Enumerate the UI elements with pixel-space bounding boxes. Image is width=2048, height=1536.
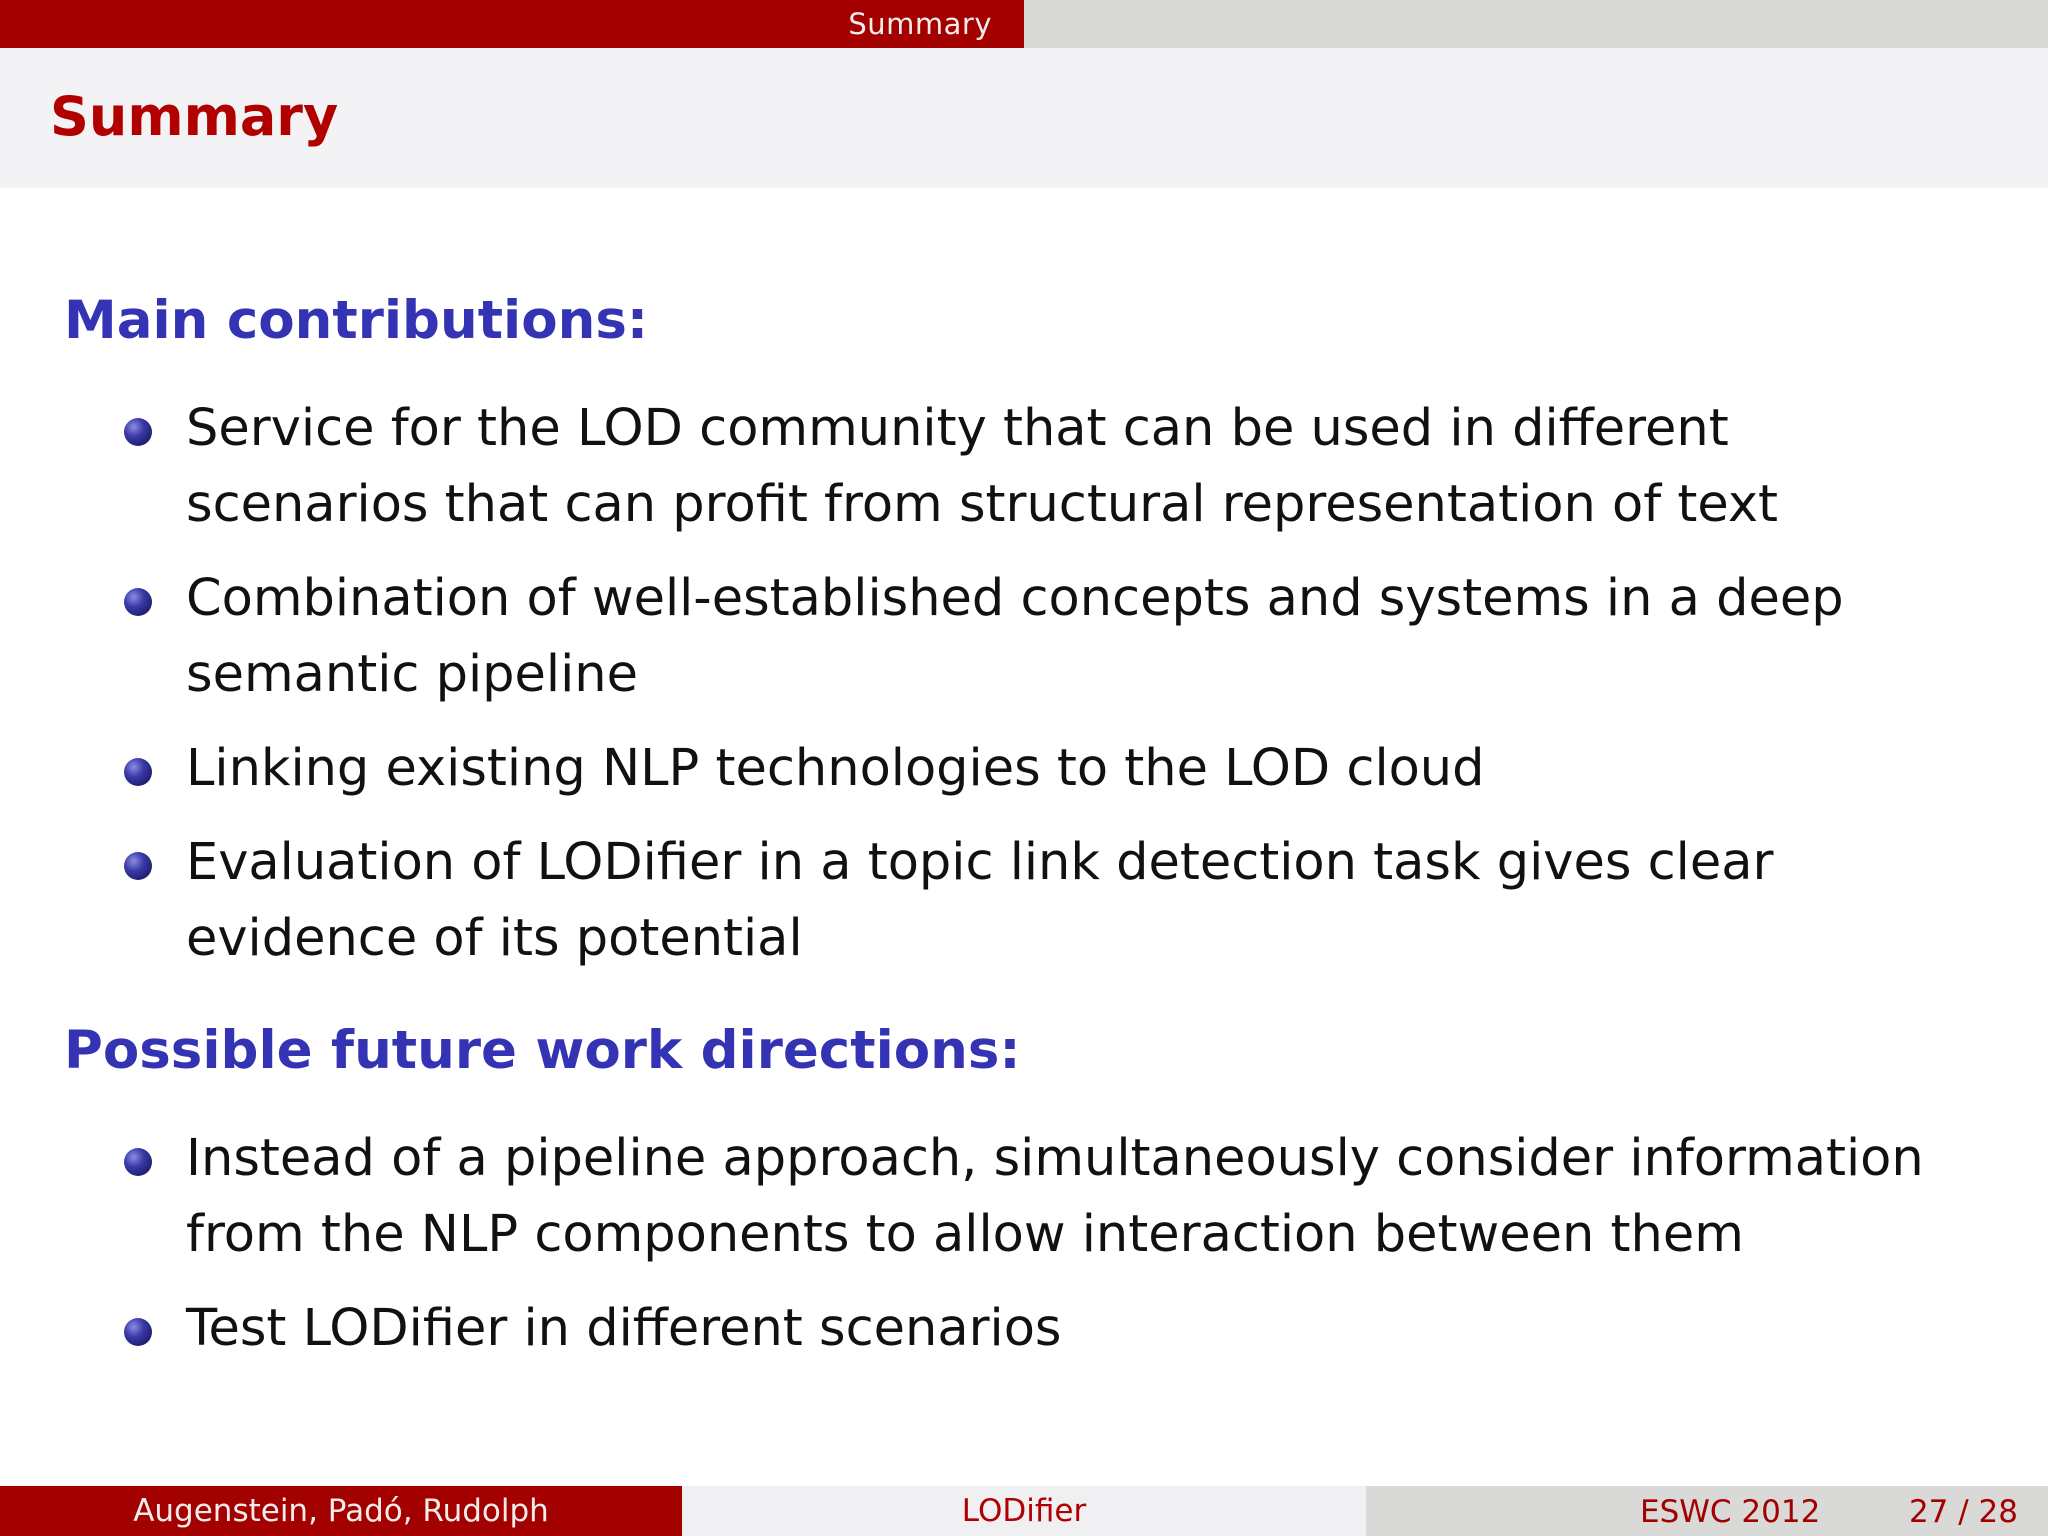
list-item-line: Combination of well-established concepts and systems in a deep (186, 569, 1844, 628)
footer-page-number: 27 / 28 (1908, 1494, 2018, 1530)
block-title-main-contributions: Main contributions: (64, 290, 649, 351)
list-item-line: evidence of its potential (186, 909, 803, 968)
block-title-future-work: Possible future work directions: (64, 1020, 1021, 1081)
footer-authors: Augenstein, Padó, Rudolph (0, 1486, 682, 1536)
bullet-icon (124, 758, 152, 786)
list-item-text (186, 561, 1986, 713)
list-item-text (186, 731, 1986, 807)
footer-event: ESWC 2012 (1640, 1494, 1821, 1530)
list-item-line: Test LODifier in different scenarios (186, 1299, 1062, 1358)
nav-section-link[interactable]: Summary (848, 7, 992, 41)
bullet-icon (124, 1318, 152, 1346)
frame-title: Summary (50, 85, 339, 148)
bullet-icon (124, 588, 152, 616)
list-item-text (186, 1121, 1986, 1273)
navigation-bar (0, 0, 2048, 48)
list-item-line: from the NLP components to allow interaction between them (186, 1205, 1744, 1264)
bullet-icon (124, 1148, 152, 1176)
list-item-text (186, 825, 1986, 977)
list-item-text (186, 1291, 1986, 1367)
bullet-icon (124, 418, 152, 446)
list-item-line: Instead of a pipeline approach, simultaneously consider information (186, 1129, 1924, 1188)
navigation-bar-section-area (0, 0, 1024, 48)
bullet-icon (124, 852, 152, 880)
list-item-line: semantic pipeline (186, 645, 638, 704)
footer-short-title: LODifier (682, 1486, 1366, 1536)
navigation-bar-empty-area (1024, 0, 2048, 48)
list-item-line: Evaluation of LODifier in a topic link detection task gives clear (186, 833, 1774, 892)
list-item-line: Service for the LOD community that can be used in different (186, 399, 1729, 458)
list-item-line: Linking existing NLP technologies to the LOD cloud (186, 739, 1485, 798)
frame-title-band (0, 48, 2048, 188)
footer-info (1366, 1486, 2048, 1536)
list-item-text (186, 391, 1986, 543)
footer (0, 1486, 2048, 1536)
list-item-line: scenarios that can profit from structural representation of text (186, 475, 1779, 534)
